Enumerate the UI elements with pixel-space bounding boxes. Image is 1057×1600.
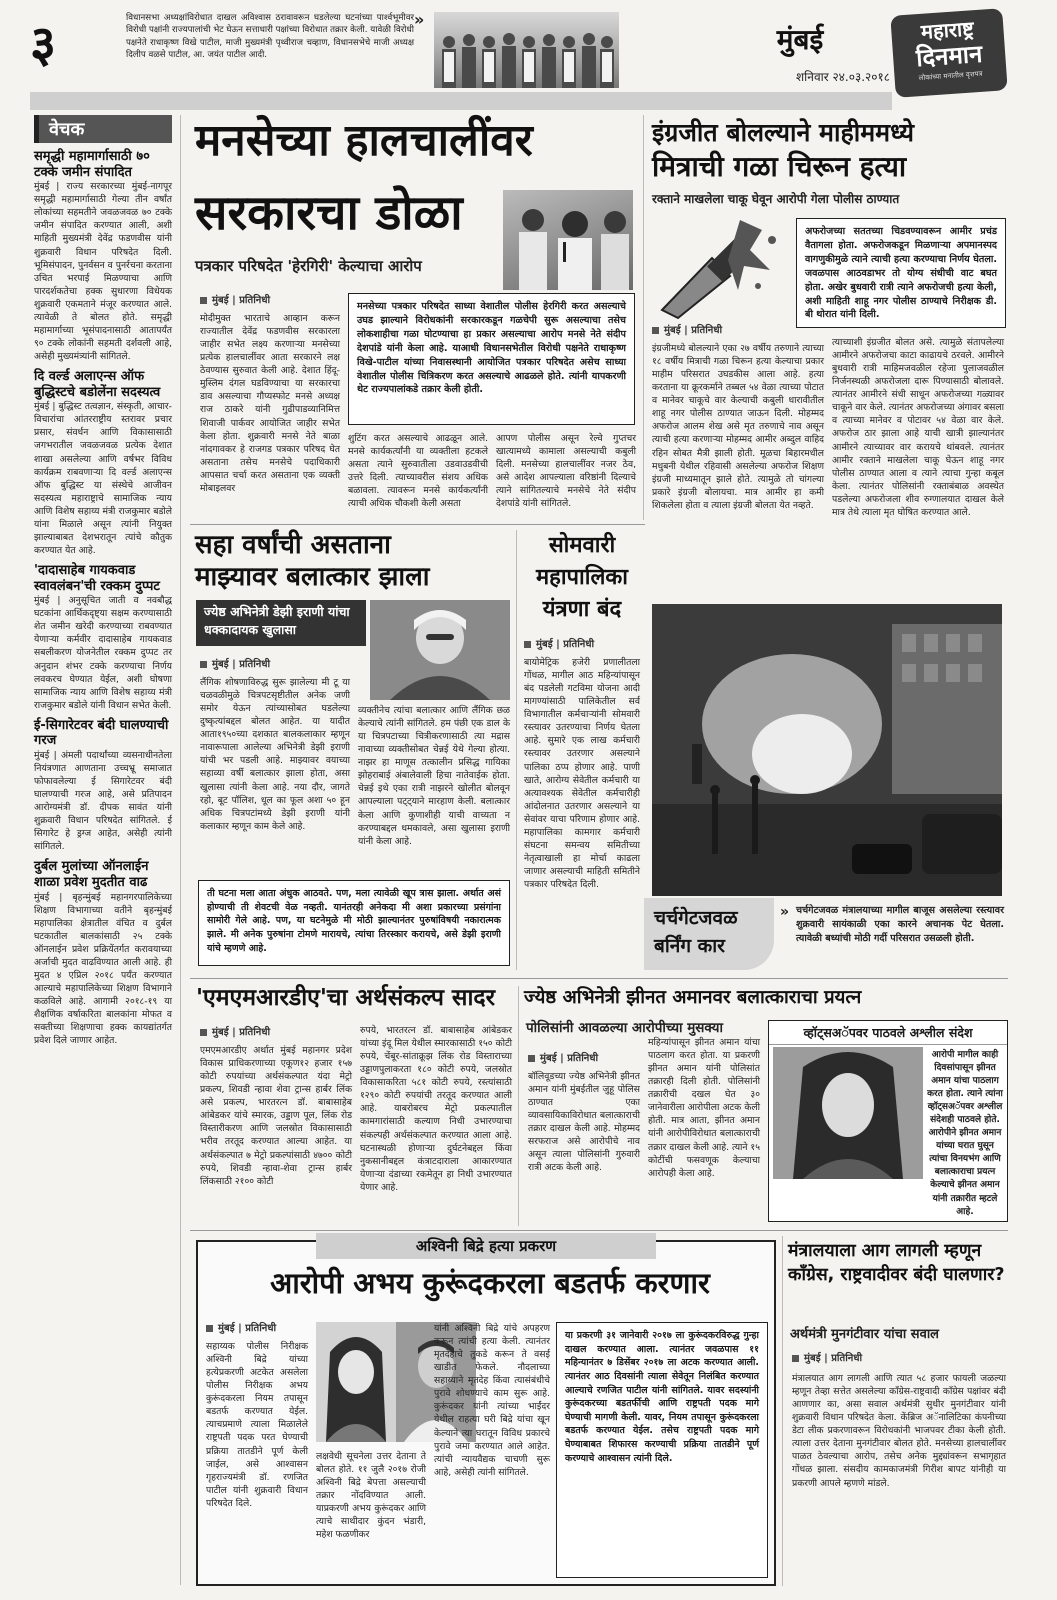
daisy-label: ज्येष्ठ अभिनेत्री डेझी इराणी यांचा धक्कादायक खुलासा — [196, 600, 366, 646]
mns-body-right: आपण पोलीस असून रेल्वे गुप्तचर खात्यामध्ये कामाला असल्याची कबुली दिली. मनसेच्या हालचालींवर नजर ठेव, असे आदेश आपल्याला वरिष्ठांनी दिल्याचे त्याने सांगितल्याचे मनसेचे नेते संदीप देशपांडे यांनी सांगितले. — [496, 433, 636, 510]
mmrda-body-left: एमएमआरडीए अर्थात मुंबई महानगर प्रदेश विकास प्राधिकरणाच्या एकूण१२ हजार १५७ कोटी रुपयांच्या अर्थसंकल्पात यंदा मेट्रो प्रकल्प, शिवडी न्हावा शेवा ट्रान्स हार्बर लिंक असे प्रकल्प, भारतरत्न डॉ. बाबासाहेब आंबेडकर यांचे स्मारक, उड्डाण पूल, लिंक रोड विस्तारीकरण आणि जलस्रोत विकासासाठी भरीव तरतूद करण्यात आल्या आहेत. या अर्थसंकल्पात ७ मेट्रो प्रकल्पांसाठी ४७०० कोटी रुपये, शिवडी न्हावा-शेवा ट्रान्स हार्बर लिंकसाठी २१०० कोटी — [200, 1045, 352, 1187]
sidebar-item-body: मुंबई | बुद्धिस्ट तत्वज्ञान, संस्कृती, आचार-विचारांचा आंतरराष्ट्रीय स्तरावर प्रचार प्रसार, संवर्धन आणि विकासासाठी जगभरातील जवळजवळ प्रत्येक देशात शाखा असलेल्या आणि वर्षभर विविध कार्यक्रम राबवणाऱ्या दि वर्ल्ड अलाएन्स ऑफ बुद्धिस्ट या संस्थेचे आजीवन सदस्यत्व महाराष्ट्राचे सामाजिक न्याय आणि विशेष सहाय्य मंत्री राजकुमार बडोले यांना मिळाले असून त्यांनी नियुक्त झाल्याबाबत देशभरातून त्यांचे कौतुक करण्यात येत आहे. — [34, 401, 172, 556]
sidebar-divider — [180, 115, 181, 1585]
bidre-headline: आरोपी अभय कुरूंदकरला बडतर्फ करणार — [270, 1266, 710, 1300]
portrait-image — [370, 600, 510, 700]
mmrda-headline: 'एमएमआरडीए'चा अर्थसंकल्प सादर — [196, 985, 496, 1011]
group-photo-image — [434, 12, 619, 88]
mns-headline-line-2: सरकारचा डोळा — [195, 185, 463, 241]
chevron-right-icon: » — [414, 10, 425, 29]
section-divider — [190, 978, 1008, 979]
logo-tagline: लोकांच्या मनातील वृत्तपत्र — [918, 69, 983, 83]
sidebar-item-body: मुंबई | अनुसूचित जाती व नवबौद्ध घटकांना आर्थिकदृष्ट्या सक्षम करण्यासाठी शेत जमीन खरेदी करण्याच्या राबवण्यात येणाऱ्या कर्मवीर दादासाहेब गायकवाड सबलीकरण योजनेतील रक्कम दुप्पट तर अनुदान शंभर टक्के करण्याचा निर्णय लवकरच घेण्यात येईल, अशी घोषणा सामाजिक न्याय आणि विशेष सहाय्य मंत्री राजकुमार बडोले यांनी विधान सभेत केली. — [34, 595, 172, 711]
street-fire-image — [652, 604, 1002, 896]
daisy-body-left: लैंगिक शोषणाविरुद्ध सुरू झालेल्या मी टू या चळवळीमुळे चित्रपटसृष्टीतील अनेक जणी समोर येऊन त्यांच्यासोबत घडलेल्या दुष्कृत्यांबद्दल बोलत आहेत. या यादीत आता१९५०च्या दशकात बालकलाकार म्हणून नावारूपाला आलेल्या अभिनेत्री डेझी इराणी यांची भर पडली आहे. माझ्यावर वयाच्या सहाव्या वर्षी बलात्कार झाला होता, असा खुलासा त्यांनी केला आहे. नया दौर, जागते रहो, बूट पॉलिश, धूल का फूल अशा ५० हून अधिक चित्रपटांमध्ये डेझी इराणी यांनी कलाकार म्हणून काम केले आहे. — [200, 677, 350, 832]
newspaper-logo — [890, 8, 1007, 98]
sidebar-item-title: 'दादासाहेब गायकवाड स्वावलंबन'ची रक्कम दुप्पट — [34, 563, 160, 594]
mantralaya-body: मंत्रालयात आग लागली आणि त्यात ५८ हजार फायली जळल्या म्हणून तेव्हा सत्तेत असलेल्या काँग्रेस-राष्ट्रवादी काँग्रेस पक्षांवर बंदी आणणार का, असा सवाल अर्थमंत्री सुधीर मुनगंटीवार यांनी शुक्रवारी विधान परिषदेत केला. केंब्रिज अॅनालिटिका कंपनीच्या डेटा लीक प्रकरणावरून विरोधकांनी भाजपवर टीका केली होती. त्याला उत्तर देताना मुनगंटीवार बोलत होते. मनसेच्या हालचालींवर पाळत ठेवल्याचा आरोप, तसेच अनेक मुद्द्यांवरून सभागृहात गोंधळ झाला. संसदीय कामकाजमंत्री गिरीश बापट यांनीही या प्रकरणी आपले म्हणणे मांडले. — [792, 1373, 1006, 1489]
mantralaya-subhead: अर्थमंत्री मुनगंटीवार यांचा सवाल — [790, 1327, 939, 1342]
sidebar-item — [34, 859, 172, 1047]
logo-line-1: महाराष्ट्र — [920, 16, 975, 44]
mahim-body-right: त्याच्याशी इंग्रजीत बोलत असे. त्यामुळे संतापलेल्या आमीरने अफरोजचा काटा काढायचे ठरवले. आमीरने बुधवारी रात्री माहिमजवळील रहेजा पुलाजवळील निर्जनस्थळी अफरोजला दारू पिण्यासाठी बोलावले. त्यानंतर आमीरने संधी साधून अफरोजच्या गळ्यावर चाकूने वार केले. त्यानंतर अफरोजच्या अंगावर बसला व त्याच्या मानेवर व पोटावर ५४ वेळा वार केले. अफरोज ठार झाला आहे याची खात्री झाल्यानंतर आमीरने त्याच्यावर वार करायचे थांबवले. त्यानंतर आमीर रक्ताने माखलेला चाकू घेऊन शाहू नगर पोलीस ठाण्यात आला व त्याने त्याचा गुन्हा कबूल केला. त्यानंतर पोलिसांनी रक्ताबंबाळ अवस्थेत पडलेल्या अफरोजला शीव रुग्णालयात दाखल केले मात्र तेथे त्याला मृत घोषित करण्यात आले. — [832, 337, 1004, 518]
mns-body-mid: शुटिंग करत असल्याचे आढळून आले. मनसे कार्यकर्त्यांनी या व्यक्तीला हटकले असता त्याने सुरुवातीला उडवाउडवीची उत्तरे दिली. त्याच्यावरील संशय अधिक बळावला. त्यावरून मनसे कार्यकर्त्यांनी त्याची अधिक चौकशी केली असता — [348, 433, 488, 510]
bidre-kicker: अश्विनी बिद्रे हत्या प्रकरण — [316, 1233, 656, 1259]
mns-subhead: पत्रकार परिषदेत 'हेरगिरी' केल्याचा आरोप — [195, 257, 422, 275]
bidre-body-mid: लक्षवेधी सूचनेला उत्तर देताना ते बोलत होते. ११ जुलै २०१७ रोजी अश्विनी बिद्रे बेपत्ता असल्याची तक्रार नोंदविण्यात आली. याप्रकरणी अभय कुरूंदकर आणि त्याचे साथीदार कुंदन भंडारी, महेश फळणीकर — [316, 1451, 426, 1541]
burning-car-photo — [652, 604, 1002, 896]
zeenat-headline: ज्येष्ठ अभिनेत्री झीनत अमानवर बलात्काराचा प्रयत्न — [524, 987, 862, 1008]
sidebar-item-body: मुंबई | अंमली पदार्थांच्या व्यसनाधीनतेला नियंत्रणात आणताना उच्चभ्रू समाजात फोफावलेल्या ई सिगारेटवर बंदी घालण्याची गरज आहे, असे प्रतिपादन आरोग्यमंत्री डॉ. दीपक सावंत यांनी शुक्रवारी विधान परिषदेत सांगितले. ई सिगारेट हे ड्रग्ज आहेत, असेही त्यांनी सांगितले. — [34, 749, 172, 853]
section-divider — [190, 524, 645, 525]
mns-headline-line-1: मनसेच्या हालचालींवर — [195, 115, 533, 166]
sidebar-item — [34, 149, 172, 363]
sidebar-item-body: मुंबई | बृहन्मुंबई महानगरपालिकेच्या शिक्षण विभागाच्या वतीने बृहन्मुंबई महापालिका क्षेत्रातील वंचित व दुर्बल घटकातील बालकांसाठी २५ टक्के ऑनलाईन प्रवेश प्रक्रियेंतर्गत करावयाच्या अर्जाची मुदत वाढविण्यात आली आहे. ही मुदत ४ एप्रिल २०१८ पर्यंत करण्यात आल्याचे महापालिकेच्या शिक्षण विभागाने कळविले आहे. आगामी २०१८-१९ या शैक्षणिक वर्षाकरिता बालकांना मोफत व सक्तीच्या शिक्षणाचा हक्क कायद्यांतर्गत प्रवेश दिले जाणार आहेत. — [34, 891, 172, 1047]
column-divider — [518, 986, 519, 1226]
column-divider — [643, 115, 644, 520]
mns-byline: मुंबई | प्रतिनिधी — [200, 292, 270, 306]
sidebar-item-title: दुर्बल मुलांच्या ऑनलाईन शाळा प्रवेश मुदतीत वाढ — [34, 859, 149, 891]
zeenat-body-left: बॉलिवूडच्या ज्येष्ठ अभिनेत्री झीनत अमान यांनी मुंबईतील जुहू पोलिस ठाण्यात एका व्यावसायिकाविरोधात बलात्काराची तक्रार दाखल केली आहे. मोहम्मद सरफराज असे आरोपीचे नाव असून त्याला पोलिसांनी गुरुवारी रात्री अटक केली आहे. — [528, 1071, 640, 1174]
zeenat-box — [768, 1020, 1008, 1222]
column-divider — [516, 530, 517, 970]
bidre-body-left: सहाय्यक पोलीस निरीक्षक अश्विनी बिद्रे यांच्या हत्येप्रकरणी अटकेत असलेला पोलीस निरीक्षक अभय कुरूंदकरला नियम तपासून बडतर्फ करण्यात येईल. त्याचप्रमाणे त्याला मिळालेले राष्ट्रपती पदक परत घेण्याची प्रक्रिया तातडीने पूर्ण केली जाईल, असे आश्वासन गृहराज्यमंत्री डॉ. रणजित पाटील यांनी शुक्रवारी विधान परिषदेत दिले. — [206, 1341, 308, 1509]
knife-illustration — [652, 210, 792, 318]
daisy-highlight-box: ती घटना मला आता अंधुक आठवते. पण, मला त्यावेळी खूप त्रास झाला. अर्थात असं होण्याची ती शेवटची वेळ नव्हती. यानंतरही अनेकदा मी अशा प्रकारच्या प्रसंगांना सामोरी गेले आहे. पण, या घटनेमुळे मी मोठी झाल्यानंतर पुरुषांविषयी नकारात्मक झाले. मी अनेक पुरुषांना टोमणे मारायचे, त्यांचा तिरस्कार करायचे, असे डेझी इराणी यांचे म्हणणे आहे. — [198, 880, 510, 966]
zeenat-box-title: व्हॉट्सअॅपवर पाठवले अश्लील संदेश — [769, 1021, 1007, 1045]
bidre-highlight-box: या प्रकरणी ३१ जानेवारी २०१७ ला कुरूंदकरविरुद्ध गुन्हा दाखल करण्यात आला. त्यानंतर जवळपास ११ महिन्यानंतर ७ डिसेंबर २०१७ ला अटक करण्यात आली. त्यानंतर आठ दिवसांनी त्याला सेवेतून निलंबित करण्यात आल्याचे रणजित पाटील यांनी सांगितले. यावर सदस्यांनी कुरूंदकरच्या बडतर्फीची आणि राष्ट्रपती पदक मागे घेण्याची मागणी केली. यावर, नियम तपासून कुरूंदकरला बडतर्फ करण्यात येईल. तसेच राष्ट्रपती पदक मागे घेण्याबाबत शिफारस करण्याची प्रक्रिया तातडीने पूर्ण करण्याचे आश्वासन त्यांनी दिले. — [556, 1322, 768, 1578]
burning-car-caption: चर्चगेटजवळ मंत्रालयाच्या मागील बाजूस असलेल्या रस्त्यावर शुक्रवारी सायंकाळी एका कारने अचानक पेट घेतला. त्यावेळी बध्यांची मोठी गर्दी परिसरात उसळली होती. — [796, 905, 1004, 944]
masthead-bar — [30, 92, 892, 110]
logo-line-2: दिनमान — [915, 39, 984, 73]
bmc-headline-line-2: महापालिका — [536, 565, 628, 590]
sidebar-item-body: मुंबई | राज्य सरकारच्या मुंबई-नागपूर समृद्धी महामार्गासाठी गेल्या तीन वर्षांत लोकांच्या सहमतीने जवळजवळ ७० टक्के जमीन संपादित करण्यात आली, अशी माहिती मुख्यमंत्री देवेंद्र फडणवीस यांनी शुक्रवारी विधान परिषदेत दिली. भूमिसंपादन, पुनर्वसन व पुनर्रचना करताना उचित भरपाई मिळण्याचा आणि पारदर्शकतेचा हक्क सुधारणा विधेयक शुक्रवारी एकमताने मंजूर करण्यात आले. त्यावेळी ते बोलत होते. समृद्धी महामार्गाच्या भूसंपादनासाठी आतापर्यंत ९० टक्के लोकांनी सहमती दर्शवली आहे, असेही मुख्यमंत्र्यांनी सांगितले. — [34, 181, 172, 362]
mantralaya-byline: मुंबई | प्रतिनिधी — [792, 1350, 862, 1364]
bmc-headline-line-1: सोमवारी — [548, 533, 616, 558]
sidebar-item-title: दि वर्ल्ड अलाएन्स ऑफ बुद्धिस्टचे बडोलेंना सदस्यत्व — [34, 369, 161, 400]
knife-icon — [652, 210, 792, 318]
daisy-body-right: व्यक्तीनेच त्यांचा बलात्कार आणि लैंगिक छळ केल्याचे त्यांनी सांगितले. हम पंछी एक डाल के या चित्रपटाच्या चित्रीकरणासाठी त्या मद्रास नावाच्या व्यक्तीसोबत चेन्नई येथे गेल्या होत्या. नाझर हा माणूस तत्कालीन प्रसिद्ध गायिका झोहराबाई अंबालेवाली हिचा नातेवाईक होता. चेन्नई इथे एका रात्री नाझरने खोलीत बोलवून आपल्याला पट्ट्याने मारहाण केली. बलात्कार केला आणि कुणाशीही याची वाच्यता न करण्याबद्दल धमकावले, असा खुलासा इराणी यांनी केला आहे. — [358, 705, 510, 847]
sidebar-item-title: ई-सिगारेटवर बंदी घालण्याची गरज — [34, 717, 169, 749]
page-number: ३ — [30, 15, 56, 73]
press-conference-image — [503, 190, 633, 290]
mahim-headline-line-1: इंग्रजीत बोलल्याने माहीममध्ये — [652, 118, 915, 147]
sidebar — [34, 115, 172, 1585]
daisy-headline-line-1: सहा वर्षांची असताना — [195, 530, 391, 560]
burning-car-label-line-1: चर्चगेटजवळ — [654, 907, 738, 929]
mns-body-left: मोदीमुक्त भारताचे आव्हान करून राज्यातील देवेंद्र फडणवीस सरकारला जाहीर सभेत लक्ष्य करणाऱ्या मनसेच्या प्रत्येक हालचालींवर आता सरकारने लक्ष ठेवण्यास सुरुवात केली आहे. देशात हिंदू-मुस्लिम दंगल घडविण्याचा या सरकारचा डाव असल्याचा गौप्यस्फोट मनसे अध्यक्ष राज ठाकरे यांनी गुढीपाडव्यानिमित्त शिवाजी पार्कवर आयोजित जाहीर सभेत केला होता. शुक्रवारी मनसे नेते बाळा नांदगावकर हे राजगड पत्रकार परिषद घेत असताना तसेच मनसेचे पदाधिकारी आपसात चर्चा करत असताना एक व्यक्ती मोबाइलवर — [200, 313, 340, 494]
mahim-subhead: रक्ताने माखलेला चाकू घेवून आरोपी गेला पोलीस ठाण्यात — [652, 192, 900, 206]
mahim-highlight-box: अफरोजच्या सततच्या चिडवण्यावरून आमीर प्रचंड वैतागला होता. अफरोजकडून मिळणाऱ्या अपमानस्पद वागणुकीमुळे त्याने त्याची हत्या करण्याचा निर्णय घेतला. जवळपास आठवडाभर तो योग्य संधीची वाट बघत होता. अखेर बुधवारी रात्री त्याने अफरोजची हत्या केली, अशी माहिती शाहू नगर पोलीस ठाण्याचे निरीक्षक डी. बी थोरात यांनी दिली. — [796, 218, 1006, 328]
sidebar-item — [34, 718, 172, 854]
burning-car-label — [644, 898, 774, 970]
sidebar-item-title: समृद्धी महामार्गासाठी ७० टक्के जमीन संपादित — [34, 149, 150, 180]
bmc-headline-line-3: यंत्रणा बंद — [542, 597, 622, 622]
daisy-headline-line-2: माझ्यावर बलात्कार झाला — [195, 562, 430, 592]
burning-car-label-line-2: बर्निंग कार — [654, 935, 725, 957]
daisy-byline: मुंबई | प्रतिनिधी — [200, 656, 270, 670]
sidebar-item — [34, 369, 172, 557]
column-divider — [782, 1236, 783, 1586]
chevron-right-icon: » — [780, 904, 790, 920]
teaser-photo — [434, 12, 619, 88]
mahim-body-left: इंग्रजीमध्ये बोलल्याने एका २७ वर्षीय तरुणाने त्याच्या १८ वर्षीय मित्राची गळा चिरून हत्या केल्याचा प्रकार माहीम परिसरात उघडकीस आला आहे. हत्या करताना या क्रूरकर्माने तब्बल ५४ वेळा त्याच्या पोटात व मानेवर चाकूचे वार केल्याची कबुली धारावीतील शाहू नगर पोलीस ठाण्यात जाऊन दिली. मोहम्मद अफरोज आलम शेख असे मृत तरुणाचे नाव असून त्याची हत्या करणाऱ्या मोहम्मद आमीर अब्दुल वाहिद रहिन सोबत मैत्री झाली होती. मूळचा बिहारमधील मधुबनी येथील रहिवासी असलेल्या अफरोज शिक्षण इंग्रजी माध्यमातून झाले होते. त्यामुळे तो चांगल्या प्रकारे इंग्रजी बोलायचा. मात्र आमीर हा कमी शिकलेला होता व त्याला इंग्रजी बोलता येत नव्हते. — [652, 343, 824, 511]
zeenat-byline: मुंबई | प्रतिनिधी — [528, 1050, 598, 1064]
teaser-text: विधानसभा अध्यक्षांविरोधात दाखल अविश्वास ठरावावरून घडलेल्या घटनांच्या पार्श्वभूमीवर विरोधी पक्षांनी राज्यपालांची भेट घेऊन सत्ताधारी पक्षांच्या विरोधात तक्रार केली. यावेळी विरोधी पक्षनेते राधाकृष्ण विखे पाटील, माजी मुख्यमंत्री पृथ्वीराज चव्हाण, विधानसभेचे माजी अध्यक्ष दिलीप वळसे पाटील, आ. जयंत पाटील आदी. — [126, 13, 414, 61]
zeenat-subhead: पोलिसांनी आवळल्या आरोपीच्या मुसक्या — [526, 1020, 723, 1036]
section-divider — [190, 1230, 1008, 1231]
mmrda-body-right: रुपये, भारतरत्न डॉ. बाबासाहेब आंबेडकर यांच्या इंदू मिल येथील स्मारकासाठी १५० कोटी रुपये, चेंबूर-सांताक्रूझ लिंक रोड विस्ताराच्या उड्डाणपुलाकरता १८० कोटी रुपये, जलस्रोत विकासाकरिता ५८१ कोटी रुपये, रस्त्यांसाठी १२९० कोटी रुपयांची तरतूद करण्यात आली आहे. याबरोबरच मेट्रो प्रकल्पातील कामगारांसाठी कल्याण निधी उभारण्याचा संकल्पही अर्थसंकल्पात करण्यात आला आहे. घटनास्थळी होणाऱ्या दुर्घटनेबद्दल किंवा नुकसानीबद्दल कंत्राटदाराला आकारण्यात येणाऱ्या दंडाच्या रकमेतून हा निधी उभारण्यात येणार आहे. — [360, 1025, 512, 1193]
city-name: मुंबई — [776, 23, 824, 56]
sidebar-item — [34, 563, 172, 712]
zeenat-box-body: आरोपी मागील काही दिवसांपासून झीनत अमान यांचा पाठलाग करत होता. त्याने त्यांना व्हॉट्सअॅपवर अश्लील संदेशही पाठवले होते. आरोपीने झीनत अमान यांच्या घरात घुसून त्यांचा विनयभंग आणि बलात्काराचा प्रयत्न केल्याचे झीनत अमान यांनी तक्रारीत म्हटले आहे. — [927, 1050, 1003, 1217]
mahim-headline-line-2: मित्राची गळा चिरून हत्या — [652, 150, 907, 183]
mns-photo — [503, 190, 633, 290]
daisy-photo — [370, 600, 510, 700]
bmc-body: बायोमेट्रिक हजेरी प्रणालीतला गोंधळ, मागील आठ महिन्यांपासून बंद पडलेली गटविमा योजना आदी मागण्यांसाठी पालिकेतील सर्व विभागातील कर्मचाऱ्यांनी सोमवारी रस्त्यावर उतरण्याचा निर्णय घेतला आहे. सुमारे एक लाख कर्मचारी रस्त्यावर उतरणार असल्याने पालिका ठप्प होणार आहे. पाणी खाते, आरोग्य सेवेतील कर्मचारी या अत्यावश्यक सेवेतील कर्मचारीही आंदोलनात उतरणार असल्याने या सेवांवर याचा परिणाम होणार आहे. महापालिका कामगार कर्मचारी संघटना समन्वय समितीच्या नेतृत्वाखाली हा मोर्चा काढला जाणार असल्याची माहिती समितीने पत्रकार परिषदेत दिली. — [524, 657, 640, 891]
zeenat-photo — [773, 1047, 923, 1179]
sidebar-title: वेचक — [34, 115, 172, 143]
mantralaya-headline: मंत्रालयाला आग लागली म्हणून काँग्रेस, राष्ट्रवादीवर बंदी घालणार? — [788, 1241, 1005, 1285]
actress-portrait-image — [773, 1047, 923, 1179]
issue-date: शनिवार २४.०३.२०१८ — [796, 70, 890, 84]
zeenat-body-right: महिन्यांपासून झीनत अमान यांचा पाठलाग करत होता. या प्रकरणी झीनत अमान यांनी पोलिसांत तक्रारही दिली होती. पोलिसांनी तक्रारीची दखल घेत ३० जानेवारीला आरोपीला अटक केली होती. मात्र आता, झीनत अमान यांनी आरोपीविरोधात बलात्काराची तक्रार दाखल केली आहे. त्याने १५ कोटींची फसवणूक केल्याचा आरोपही केला आहे. — [648, 1037, 760, 1179]
mmrda-byline: मुंबई | प्रतिनिधी — [200, 1024, 270, 1038]
mns-highlight-box: मनसेच्या पत्रकार परिषदेत साध्या वेशातील पोलीस हेरगिरी करत असल्याचे उघड झाल्याने विरोधकांनी सरकारकडून गळचेपी सुरू असल्याचा तसेच लोकशाहीचा गळा घोटण्याचा हा प्रकार असल्याचा आरोप मनसे नेते संदीप देशपांडे यांनी केला आहे. याआधी विधानसभेतील विरोधी पक्षनेते राधाकृष्ण विखे-पाटील यांच्या निवासस्थानी आयोजित पत्रकार परिषदेत असेच साध्या वेशातील पोलीस चित्रिकरण करत असल्याचे आढळले होते. त्यांनी यापकरणी थेट राज्यपालांकडे तक्रार केली होती. — [348, 293, 635, 425]
bmc-byline: मुंबई | प्रतिनिधी — [524, 636, 594, 650]
mahim-byline: मुंबई | प्रतिनिधी — [652, 322, 722, 336]
bidre-byline: मुंबई | प्रतिनिधी — [206, 1320, 276, 1334]
bidre-body-right: यांनी अश्विनी बिद्रे यांचे अपहरण करून त्यांची हत्या केली. त्यानंतर मृतदेहाचे तुकडे करून ते वसई खाडीत फेकले. नौदलाच्या सहाय्याने मृतदेह किंवा त्यासंबंधीचे पुरावे शोधण्याचे काम सुरू आहे. कुरूंदकर यांनी त्यांच्या भाईंदर येथील राहत्या घरी बिद्रे यांचा खून केल्याने त्या घरातून विविध प्रकारचे पुरावे जमा करण्यात आले आहेत. त्यांची न्यायवैद्यक चाचणी सुरू आहे, असेही त्यांनी सांगितले. — [434, 1323, 550, 1478]
